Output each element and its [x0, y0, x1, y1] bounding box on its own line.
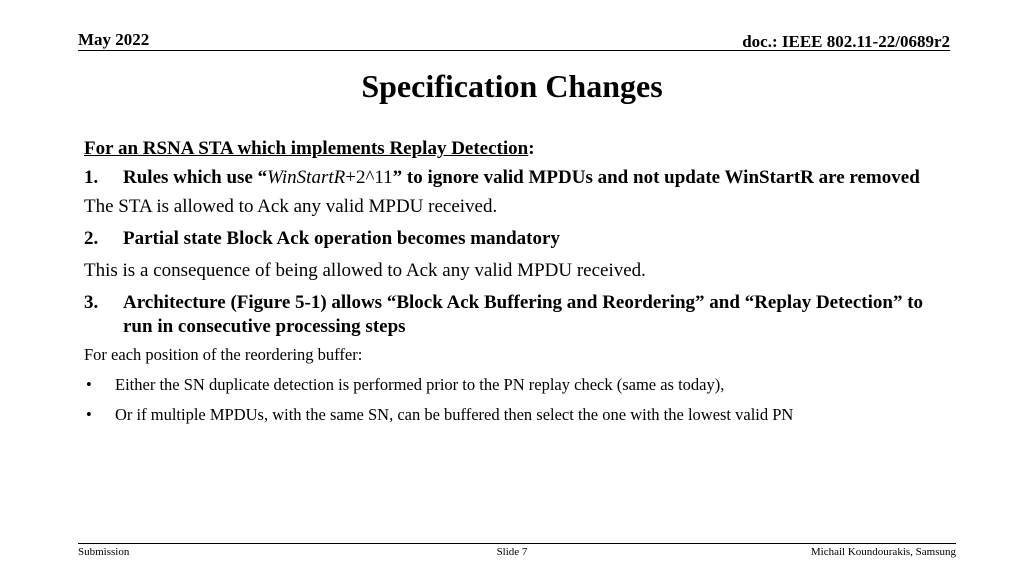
bullet-marker: •: [86, 375, 92, 394]
note-2: This is a consequence of being allowed to Ack any valid MPDU received.: [84, 260, 646, 281]
footer-author: Michail Koundourakis, Samsung: [810, 546, 956, 558]
item-1-number: 1.: [84, 167, 99, 188]
numbered-item-1: [84, 166, 954, 190]
intro-underlined-text: For an RSNA STA which implements Replay Detection: [84, 138, 529, 159]
bullet-marker: •: [86, 405, 92, 424]
bullet-item: [84, 404, 954, 426]
item-1-text: [123, 166, 954, 190]
slide-body: [84, 137, 954, 426]
note-1: The STA is allowed to Ack any valid MPDU received.: [84, 196, 498, 217]
slide-title: Specification Changes: [361, 68, 663, 104]
item-1-italic: WinStartR: [267, 167, 346, 188]
header-date: May 2022: [78, 30, 150, 49]
footer-slide-number: Slide 7: [496, 546, 528, 558]
item-3-number: 3.: [84, 292, 99, 313]
item-1-part2: +2^11: [345, 167, 393, 188]
item-2-text: Partial state Block Ack operation becomes mandatory: [123, 228, 560, 249]
footer-divider: [78, 543, 956, 544]
bullet-text: Or if multiple MPDUs, with the same SN, can be buffered then select the one with the lowest valid PN: [115, 405, 794, 424]
intro-colon: :: [528, 138, 535, 159]
note-3: For each position of the reordering buffer:: [84, 345, 363, 364]
bullet-item: [84, 374, 954, 396]
numbered-item-2: [84, 227, 954, 251]
item-2-number: 2.: [84, 228, 99, 249]
header-doc-id: doc.: IEEE 802.11-22/0689r2: [742, 32, 950, 51]
item-3-text: Architecture (Figure 5-1) allows “Block Ack Buffering and Reordering” and “Replay Detection” to run in consecutive processing steps: [123, 292, 924, 337]
footer-submission: Submission: [78, 546, 130, 558]
item-1-part1: Rules which use “: [123, 167, 268, 188]
numbered-item-3: [84, 291, 954, 339]
header-divider: [78, 50, 950, 51]
intro-line: [84, 137, 954, 161]
item-1-part3: ” to ignore valid MPDUs and not update WinStartR are removed: [392, 167, 920, 188]
bullet-text: Either the SN duplicate detection is performed prior to the PN replay check (same as today),: [115, 375, 725, 394]
